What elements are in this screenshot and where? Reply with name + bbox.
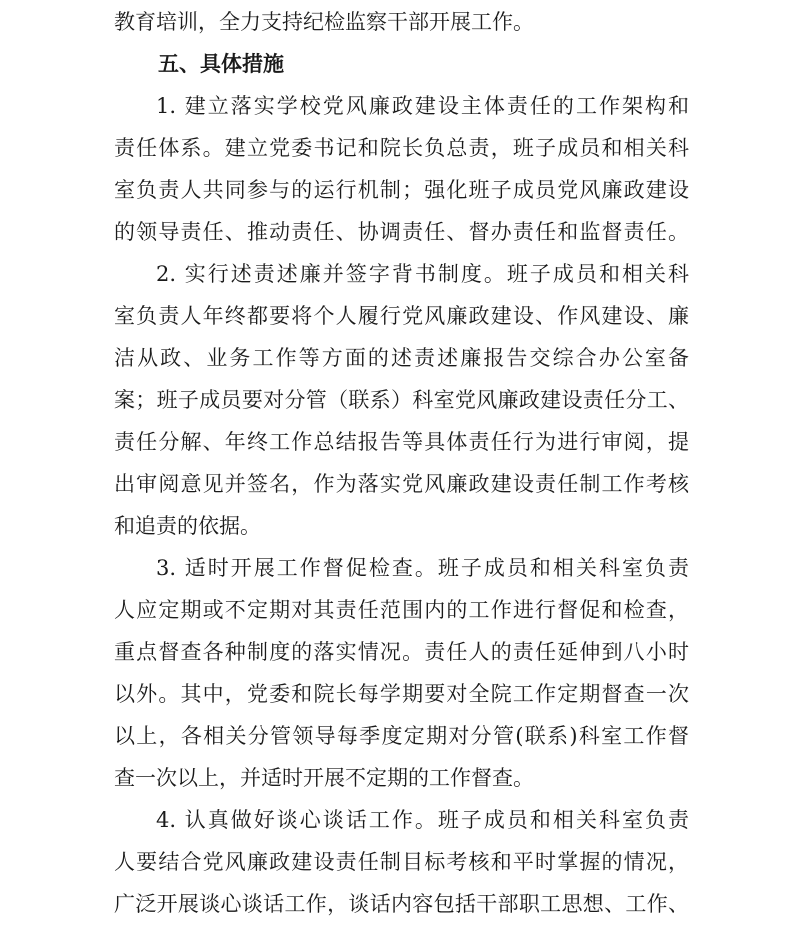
paragraph-line: 1. 建立落实学校党风廉政建设主体责任的工作架构和 [156, 94, 689, 118]
paragraph-line: 责任分解、年终工作总结报告等具体责任行为进行审阅，提 [114, 430, 689, 454]
paragraph-line: 室负责人年终都要将个人履行党风廉政建设、作风建设、廉 [114, 304, 689, 328]
paragraph-line: 3. 适时开展工作督促检查。班子成员和相关科室负责 [156, 556, 689, 580]
paragraph-line: 出审阅意见并签名，作为落实党风廉政建设责任制工作考核 [114, 472, 689, 496]
paragraph-line: 案；班子成员要对分管（联系）科室党风廉政建设责任分工、 [114, 388, 689, 412]
section-heading: 五、具体措施 [158, 51, 284, 76]
paragraph-line: 广泛开展谈心谈话工作，谈话内容包括干部职工思想、工作、 [114, 892, 689, 916]
paragraph-line: 责任体系。建立党委书记和院长负总责，班子成员和相关科 [114, 136, 689, 160]
paragraph-line: 和追责的依据。 [114, 514, 261, 538]
paragraph-line: 4. 认真做好谈心谈话工作。班子成员和相关科室负责 [156, 808, 689, 832]
paragraph-line: 以外。其中，党委和院长每学期要对全院工作定期督查一次 [114, 682, 689, 706]
paragraph-line: 人应定期或不定期对其责任范围内的工作进行督促和检查， [114, 598, 689, 622]
paragraph-line: 室负责人共同参与的运行机制；强化班子成员党风廉政建设 [114, 178, 689, 202]
paragraph-line: 查一次以上，并适时开展不定期的工作督查。 [114, 766, 534, 790]
paragraph-line: 2. 实行述责述廉并签字背书制度。班子成员和相关科 [156, 262, 689, 286]
paragraph-line: 的领导责任、推动责任、协调责任、督办责任和监督责任。 [114, 220, 689, 244]
paragraph-line: 以上，各相关分管领导每季度定期对分管(联系)科室工作督 [114, 724, 689, 748]
paragraph-line: 人要结合党风廉政建设责任制目标考核和平时掌握的情况， [114, 850, 689, 874]
paragraph-line: 重点督查各种制度的落实情况。责任人的责任延伸到八小时 [114, 640, 689, 664]
paragraph-line: 洁从政、业务工作等方面的述责述廉报告交综合办公室备 [114, 346, 689, 370]
paragraph-line: 教育培训，全力支持纪检监察干部开展工作。 [114, 10, 534, 34]
